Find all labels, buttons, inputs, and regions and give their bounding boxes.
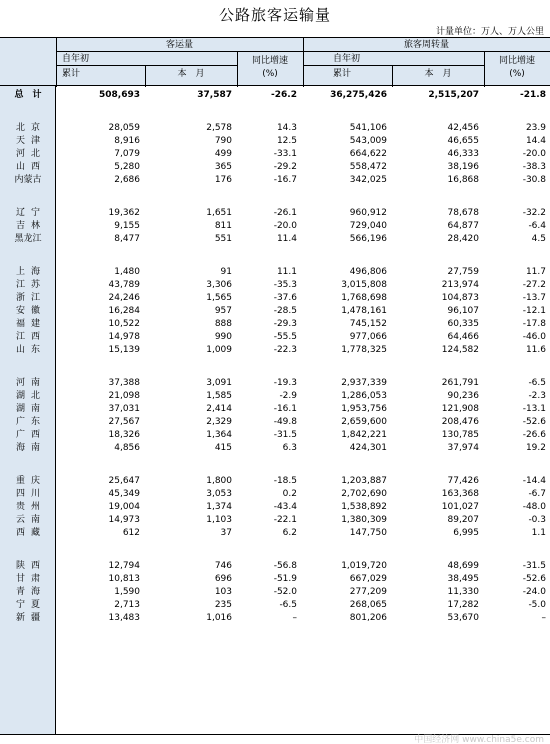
table-row [0, 233, 550, 245]
cell-tyoy: -20.0 [522, 149, 546, 159]
table-row [0, 514, 550, 526]
table-row [0, 501, 550, 513]
region-name: 海南 [15, 443, 46, 453]
table-row [0, 220, 550, 232]
cell-yoy: 6.3 [282, 443, 297, 453]
cell-yoy: -31.5 [273, 430, 297, 440]
region-name: 吉林 [15, 221, 46, 231]
cell-yoy: 0.2 [282, 489, 297, 499]
cell-tcum: 1,842,221 [341, 430, 387, 440]
cell-cum: 27,567 [108, 417, 140, 427]
cell-tcum: 543,009 [349, 136, 387, 146]
cell-mon: 957 [214, 306, 232, 316]
cell-tmon: 42,456 [447, 123, 479, 133]
cell-tmon: 208,476 [441, 417, 479, 427]
cell-tyoy: -24.0 [522, 587, 546, 597]
cell-mon: 1,585 [206, 391, 232, 401]
cell-tcum: 2,937,339 [341, 378, 387, 388]
table-row [0, 135, 550, 147]
cell-tcum: 1,778,325 [341, 345, 387, 355]
cell-mon: 3,091 [206, 378, 232, 388]
cell-tyoy: 14.4 [525, 136, 546, 146]
cell-tmon: 90,236 [447, 391, 479, 401]
cell-tyoy: -6.4 [528, 221, 546, 231]
table-row [0, 318, 550, 330]
cell-mon: 1,800 [206, 476, 232, 486]
cell-tmon: 60,335 [447, 319, 479, 329]
table-row [0, 279, 550, 291]
cell-yoy: 11.1 [276, 267, 297, 277]
cell-tmon: 89,207 [447, 515, 479, 525]
cell-tcum: 1,380,309 [341, 515, 387, 525]
region-name: 甘肃 [15, 574, 46, 584]
cell-tyoy: -6.7 [528, 489, 546, 499]
cell-mon: 1,374 [206, 502, 232, 512]
cell-mon: 176 [214, 175, 232, 185]
region-name: 江苏 [15, 280, 46, 290]
cell-tmon: 28,420 [447, 234, 479, 244]
cell-cum: 19,362 [108, 208, 140, 218]
cell-mon: 888 [214, 319, 232, 329]
cell-yoy: -43.4 [273, 502, 297, 512]
cell-yoy: -49.8 [273, 417, 297, 427]
cell-tcum: 424,301 [349, 443, 387, 453]
cell-cum: 2,713 [114, 600, 140, 610]
region-name: 贵州 [15, 502, 46, 512]
cell-tmon: 78,678 [447, 208, 479, 218]
cell-cum: 21,098 [108, 391, 140, 401]
header-turnover: 旅客周转量 [403, 40, 449, 50]
cell-mon: 1,565 [206, 293, 232, 303]
header-cumulative-turnover: 累计 [333, 69, 352, 79]
header-month: 本 月 [177, 69, 205, 79]
cell-tcum: 977,066 [349, 332, 387, 342]
cell-mon: 811 [214, 221, 232, 231]
header-month-turnover: 本 月 [424, 69, 452, 79]
cell-tmon: 96,107 [447, 306, 479, 316]
region-name: 青海 [15, 587, 46, 597]
region-name: 山西 [15, 162, 46, 172]
cell-mon: 990 [214, 332, 232, 342]
cell-mon: 2,578 [206, 123, 232, 133]
cell-mon: 1,103 [206, 515, 232, 525]
header-pct-turnover: (%) [509, 69, 525, 79]
cell-yoy: – [292, 613, 297, 623]
cell-cum: 16,284 [108, 306, 140, 316]
table-row [0, 612, 550, 624]
cell-yoy: -35.3 [273, 280, 297, 290]
cell-yoy: -2.9 [279, 391, 297, 401]
cell-mon: 1,009 [206, 345, 232, 355]
cell-cum: 2,686 [114, 175, 140, 185]
cell-cum: 1,590 [114, 587, 140, 597]
cell-tyoy: -52.6 [522, 417, 546, 427]
cell-tcum: 2,702,690 [341, 489, 387, 499]
cell-tcum: 1,019,720 [341, 561, 387, 571]
cell-tmon: 2,515,207 [428, 90, 479, 100]
cell-yoy: -22.3 [273, 345, 297, 355]
cell-tmon: 38,196 [447, 162, 479, 172]
table-header [0, 37, 550, 86]
region-name: 上海 [15, 267, 46, 277]
cell-yoy: -20.0 [273, 221, 297, 231]
cell-yoy: -26.1 [273, 208, 297, 218]
table-row [0, 207, 550, 219]
cell-tyoy: -14.4 [522, 476, 546, 486]
cell-tyoy: -21.8 [520, 90, 546, 100]
table-row [0, 390, 550, 402]
cell-tcum: 3,015,808 [341, 280, 387, 290]
cell-cum: 4,856 [114, 443, 140, 453]
cell-tmon: 77,426 [447, 476, 479, 486]
cell-tyoy: -31.5 [522, 561, 546, 571]
region-name: 天津 [15, 136, 46, 146]
cell-mon: 551 [214, 234, 232, 244]
cell-tyoy: – [541, 613, 546, 623]
cell-tyoy: 11.7 [525, 267, 546, 277]
cell-yoy: -22.1 [273, 515, 297, 525]
cell-cum: 25,647 [108, 476, 140, 486]
region-name: 辽宁 [15, 208, 46, 218]
table-row [0, 586, 550, 598]
cell-cum: 28,059 [108, 123, 140, 133]
cell-yoy: -29.2 [273, 162, 297, 172]
cell-tmon: 104,873 [441, 293, 479, 303]
region-name: 新疆 [15, 613, 46, 623]
cell-cum: 8,916 [114, 136, 140, 146]
table-row [0, 573, 550, 585]
cell-tmon: 27,759 [447, 267, 479, 277]
cell-mon: 37 [220, 528, 232, 538]
cell-tyoy: 4.5 [531, 234, 546, 244]
cell-tcum: 801,206 [349, 613, 387, 623]
table-row [0, 344, 550, 356]
table-row [0, 403, 550, 415]
region-name: 总 计 [14, 90, 42, 100]
cell-yoy: 12.5 [276, 136, 297, 146]
cell-tyoy: -2.3 [528, 391, 546, 401]
cell-cum: 10,522 [108, 319, 140, 329]
cell-tcum: 36,275,426 [330, 90, 387, 100]
cell-yoy: -6.5 [279, 600, 297, 610]
table-row [0, 292, 550, 304]
cell-tyoy: -0.3 [528, 515, 546, 525]
table-row [0, 331, 550, 343]
region-name: 陕西 [15, 561, 46, 571]
table-row [0, 148, 550, 160]
cell-cum: 13,483 [108, 613, 140, 623]
region-name: 西藏 [15, 528, 46, 538]
region-name: 浙江 [15, 293, 46, 303]
header-cumulative: 累计 [62, 69, 81, 79]
cell-cum: 45,349 [108, 489, 140, 499]
table-row [0, 560, 550, 572]
cell-yoy: 6.2 [282, 528, 297, 538]
cell-tcum: 667,029 [349, 574, 387, 584]
page-title: 公路旅客运输量 [218, 6, 331, 24]
cell-cum: 8,477 [114, 234, 140, 244]
cell-tmon: 38,495 [447, 574, 479, 584]
region-name: 河北 [15, 149, 46, 159]
cell-cum: 37,388 [108, 378, 140, 388]
header-passenger: 客运量 [165, 40, 193, 50]
table-row [0, 161, 550, 173]
region-name: 湖南 [15, 404, 46, 414]
cell-tcum: 664,622 [349, 149, 387, 159]
cell-cum: 7,079 [114, 149, 140, 159]
cell-tcum: 541,106 [349, 123, 387, 133]
cell-cum: 5,280 [114, 162, 140, 172]
header-pct: (%) [262, 69, 278, 79]
cell-yoy: -52.0 [273, 587, 297, 597]
cell-mon: 696 [214, 574, 232, 584]
cell-tyoy: -17.8 [522, 319, 546, 329]
cell-yoy: -16.7 [273, 175, 297, 185]
region-name: 湖北 [15, 391, 46, 401]
cell-tyoy: -13.1 [522, 404, 546, 414]
cell-cum: 10,813 [108, 574, 140, 584]
cell-tmon: 130,785 [441, 430, 479, 440]
table-row [0, 599, 550, 611]
cell-mon: 3,053 [206, 489, 232, 499]
table-row [0, 305, 550, 317]
cell-cum: 14,978 [108, 332, 140, 342]
cell-cum: 1,480 [114, 267, 140, 277]
region-name: 安徽 [15, 306, 46, 316]
cell-yoy: -16.1 [273, 404, 297, 414]
cell-yoy: -26.2 [271, 90, 297, 100]
region-name: 北京 [15, 123, 46, 133]
region-name: 福建 [15, 319, 46, 329]
cell-yoy: 14.3 [276, 123, 297, 133]
cell-tyoy: 19.2 [525, 443, 546, 453]
header-yoy-turnover: 同比增速 [498, 56, 535, 66]
cell-tyoy: -38.3 [522, 162, 546, 172]
cell-tmon: 53,670 [447, 613, 479, 623]
region-name: 内蒙古 [14, 175, 42, 185]
table-row [0, 527, 550, 539]
cell-mon: 1,651 [206, 208, 232, 218]
cell-tcum: 1,478,161 [341, 306, 387, 316]
cell-yoy: -28.5 [273, 306, 297, 316]
cell-mon: 2,329 [206, 417, 232, 427]
unit-note: 计量单位：万人、万人公里 [435, 27, 544, 37]
cell-yoy: -33.1 [273, 149, 297, 159]
cell-tmon: 16,868 [447, 175, 479, 185]
cell-tmon: 64,466 [447, 332, 479, 342]
cell-yoy: -19.3 [273, 378, 297, 388]
header-yoy: 同比增速 [251, 56, 288, 66]
cell-tcum: 496,806 [349, 267, 387, 277]
cell-cum: 24,246 [108, 293, 140, 303]
cell-mon: 415 [214, 443, 232, 453]
cell-tyoy: -46.0 [522, 332, 546, 342]
cell-yoy: -55.5 [273, 332, 297, 342]
region-name: 四川 [15, 489, 46, 499]
region-name: 重庆 [15, 476, 46, 486]
cell-tmon: 163,368 [441, 489, 479, 499]
cell-mon: 3,306 [206, 280, 232, 290]
cell-tyoy: -26.6 [522, 430, 546, 440]
cell-mon: 746 [214, 561, 232, 571]
table-row [0, 442, 550, 454]
cell-tyoy: -48.0 [522, 502, 546, 512]
cell-tcum: 268,065 [349, 600, 387, 610]
cell-tcum: 960,912 [349, 208, 387, 218]
cell-mon: 790 [214, 136, 232, 146]
cell-cum: 9,155 [114, 221, 140, 231]
cell-mon: 365 [214, 162, 232, 172]
cell-tcum: 147,750 [349, 528, 387, 538]
cell-tcum: 2,659,600 [341, 417, 387, 427]
cell-yoy: -37.6 [273, 293, 297, 303]
table-row [0, 475, 550, 487]
cell-tyoy: -30.8 [522, 175, 546, 185]
header-ytd-turnover: 自年初 [333, 54, 361, 64]
cell-cum: 508,693 [99, 90, 140, 100]
cell-cum: 19,004 [108, 502, 140, 512]
cell-tyoy: -6.5 [528, 378, 546, 388]
table-row [0, 429, 550, 441]
cell-tmon: 121,908 [441, 404, 479, 414]
cell-tyoy: -32.2 [522, 208, 546, 218]
region-name: 黑龙江 [14, 234, 42, 244]
table-row [0, 174, 550, 186]
cell-tyoy: 11.6 [525, 345, 546, 355]
cell-mon: 1,016 [206, 613, 232, 623]
table-row [0, 266, 550, 278]
cell-yoy: -56.8 [273, 561, 297, 571]
cell-mon: 91 [220, 267, 232, 277]
cell-cum: 14,973 [108, 515, 140, 525]
cell-tcum: 1,538,892 [341, 502, 387, 512]
cell-mon: 235 [214, 600, 232, 610]
cell-cum: 612 [122, 528, 140, 538]
cell-tyoy: -13.7 [522, 293, 546, 303]
cell-tmon: 46,333 [447, 149, 479, 159]
cell-cum: 15,139 [108, 345, 140, 355]
total-row [0, 89, 550, 101]
cell-tmon: 48,699 [447, 561, 479, 571]
cell-tyoy: 1.1 [531, 528, 546, 538]
cell-cum: 37,031 [108, 404, 140, 414]
cell-yoy: 11.4 [276, 234, 297, 244]
cell-tcum: 566,196 [349, 234, 387, 244]
cell-tcum: 1,953,756 [341, 404, 387, 414]
cell-tcum: 558,472 [349, 162, 387, 172]
table-row [0, 122, 550, 134]
region-name: 广西 [15, 430, 46, 440]
cell-mon: 1,364 [206, 430, 232, 440]
cell-tmon: 101,027 [441, 502, 479, 512]
cell-yoy: -18.5 [273, 476, 297, 486]
cell-tmon: 17,282 [447, 600, 479, 610]
cell-cum: 43,789 [108, 280, 140, 290]
table-row [0, 488, 550, 500]
cell-tyoy: -52.6 [522, 574, 546, 584]
cell-mon: 499 [214, 149, 232, 159]
cell-tcum: 277,209 [349, 587, 387, 597]
cell-tcum: 1,768,698 [341, 293, 387, 303]
region-name: 广东 [15, 417, 46, 427]
cell-tyoy: -5.0 [528, 600, 546, 610]
region-name: 宁夏 [15, 600, 46, 610]
region-name: 山东 [15, 345, 46, 355]
watermark: 中国经济网 www.china5e.com [414, 735, 544, 744]
cell-cum: 18,326 [108, 430, 140, 440]
region-name: 河南 [15, 378, 46, 388]
cell-mon: 37,587 [197, 90, 232, 100]
cell-tyoy: -12.1 [522, 306, 546, 316]
cell-mon: 103 [214, 587, 232, 597]
cell-tcum: 1,203,887 [341, 476, 387, 486]
cell-tmon: 6,995 [453, 528, 479, 538]
region-name: 云南 [15, 515, 46, 525]
cell-tcum: 729,040 [349, 221, 387, 231]
region-name: 江西 [15, 332, 46, 342]
cell-tmon: 11,330 [447, 587, 479, 597]
cell-mon: 2,414 [206, 404, 232, 414]
table-body [0, 86, 550, 734]
cell-tcum: 1,286,053 [341, 391, 387, 401]
cell-tyoy: 23.9 [525, 123, 546, 133]
cell-cum: 12,794 [108, 561, 140, 571]
cell-tcum: 745,152 [349, 319, 387, 329]
cell-tyoy: -27.2 [522, 280, 546, 290]
header-ytd: 自年初 [62, 54, 90, 64]
cell-tmon: 213,974 [441, 280, 479, 290]
cell-yoy: -51.9 [273, 574, 297, 584]
cell-yoy: -29.3 [273, 319, 297, 329]
cell-tmon: 261,791 [441, 378, 479, 388]
cell-tmon: 37,974 [447, 443, 479, 453]
table-row [0, 377, 550, 389]
cell-tmon: 46,655 [447, 136, 479, 146]
table-row [0, 416, 550, 428]
cell-tmon: 124,582 [441, 345, 479, 355]
cell-tcum: 342,025 [349, 175, 387, 185]
cell-tmon: 64,877 [447, 221, 479, 231]
